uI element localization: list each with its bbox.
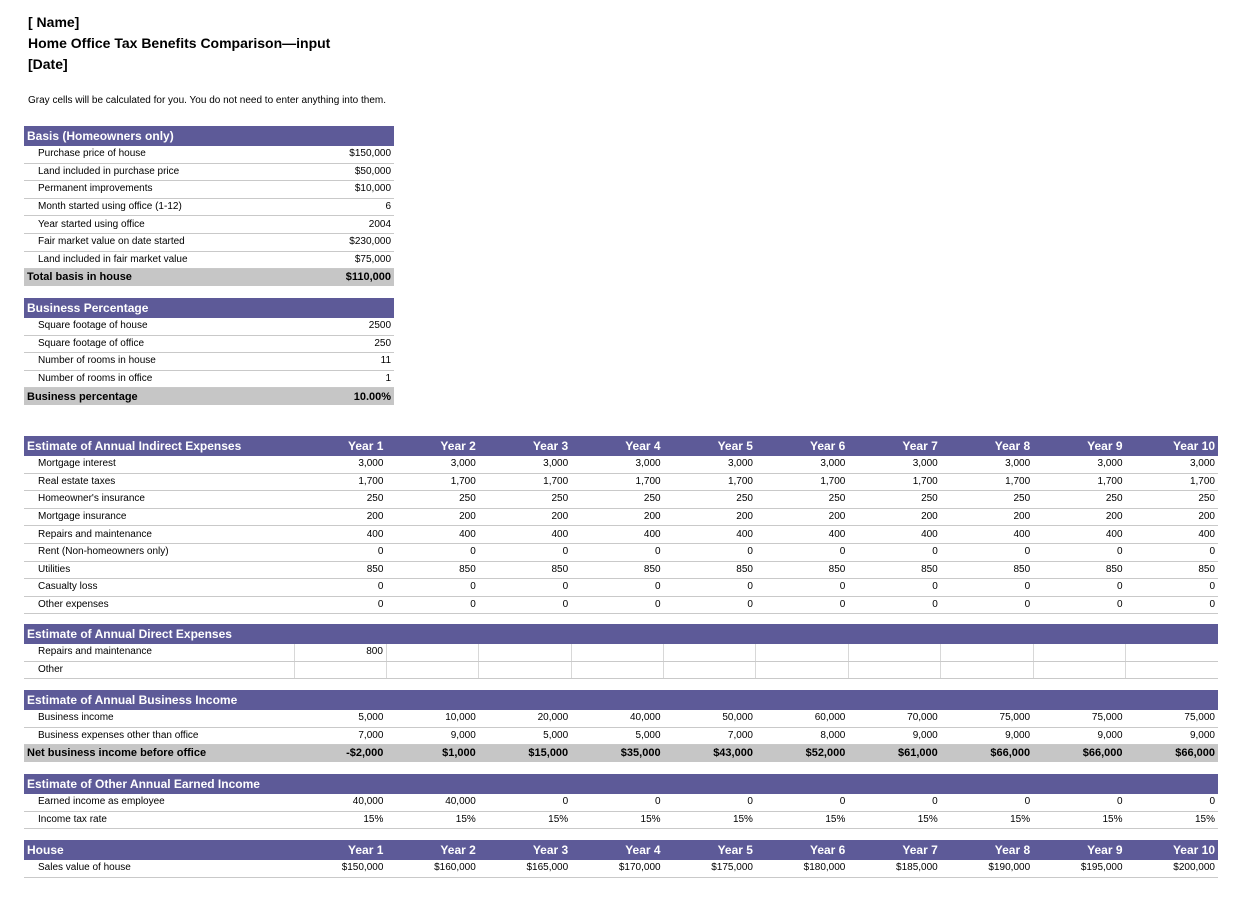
row-label: Business expenses other than office <box>24 727 294 745</box>
input-cell[interactable]: 850 <box>571 561 663 579</box>
input-cell[interactable]: 200 <box>479 508 571 526</box>
table-row <box>24 353 394 371</box>
input-cell[interactable]: 400 <box>571 526 663 544</box>
row-label: Square footage of office <box>24 335 294 353</box>
business-percentage-title: Business Percentage <box>24 298 394 318</box>
input-cell[interactable]: 0 <box>1126 596 1218 614</box>
input-cell[interactable]: 400 <box>294 526 386 544</box>
input-cell[interactable]: $175,000 <box>664 860 756 877</box>
input-cell[interactable]: 850 <box>386 561 478 579</box>
input-cell[interactable]: 200 <box>1126 508 1218 526</box>
row-label: Earned income as employee <box>24 794 294 811</box>
input-cell[interactable]: 850 <box>294 561 386 579</box>
business-percentage-section <box>24 298 394 405</box>
input-cell[interactable]: 800 <box>294 644 386 661</box>
row-label: Homeowner's insurance <box>24 491 294 509</box>
basis-table <box>24 126 394 286</box>
input-cell[interactable]: 15% <box>294 811 386 829</box>
year-header: Year 10 <box>1126 436 1218 456</box>
calculated-cell: $15,000 <box>479 745 571 762</box>
input-cell[interactable]: 850 <box>1033 561 1125 579</box>
direct-expenses-table <box>24 624 1218 679</box>
input-cell[interactable]: 200 <box>294 508 386 526</box>
house-section <box>24 840 1218 878</box>
indirect-expenses-header-row <box>24 436 1218 456</box>
input-cell[interactable]: 15% <box>756 811 848 829</box>
input-cell[interactable]: $195,000 <box>1033 860 1125 877</box>
table-row <box>24 233 394 251</box>
table-row <box>24 508 1218 526</box>
input-cell[interactable]: 40,000 <box>571 710 663 727</box>
row-label: Land included in purchase price <box>24 163 294 181</box>
input-cell[interactable]: 20,000 <box>479 710 571 727</box>
row-label: Mortgage insurance <box>24 508 294 526</box>
input-cell[interactable]: 2500 <box>294 318 394 335</box>
row-label: Income tax rate <box>24 811 294 829</box>
input-cell[interactable]: 0 <box>479 543 571 561</box>
input-cell[interactable]: 0 <box>941 794 1033 811</box>
year-header: Year 2 <box>386 436 478 456</box>
input-cell[interactable]: 250 <box>571 491 663 509</box>
basis-header-row <box>24 126 394 146</box>
input-cell[interactable]: 0 <box>479 579 571 597</box>
input-cell[interactable]: 250 <box>756 491 848 509</box>
input-cell[interactable]: 250 <box>1033 491 1125 509</box>
input-cell[interactable]: 3,000 <box>571 456 663 473</box>
row-label: Number of rooms in office <box>24 370 294 388</box>
input-cell[interactable]: 0 <box>571 543 663 561</box>
business-income-header-row <box>24 690 1218 710</box>
input-cell[interactable]: $170,000 <box>571 860 663 877</box>
house-table <box>24 840 1218 878</box>
input-cell[interactable] <box>386 661 478 679</box>
input-cell[interactable]: 11 <box>294 353 394 371</box>
business-percentage-total-row <box>24 388 394 405</box>
row-label: Rent (Non-homeowners only) <box>24 543 294 561</box>
instruction-note: Gray cells will be calculated for you. You do not need to enter anything into them. <box>28 95 386 106</box>
input-cell[interactable]: 9,000 <box>386 727 478 745</box>
input-cell[interactable]: 850 <box>848 561 940 579</box>
input-cell[interactable]: 5,000 <box>479 727 571 745</box>
basis-total-row <box>24 269 394 286</box>
input-cell[interactable]: 0 <box>571 596 663 614</box>
input-cell[interactable]: 0 <box>1033 596 1125 614</box>
input-cell[interactable]: 0 <box>1126 579 1218 597</box>
input-cell[interactable]: 15% <box>1126 811 1218 829</box>
input-cell[interactable]: 0 <box>1126 794 1218 811</box>
input-cell[interactable]: 250 <box>664 491 756 509</box>
table-row <box>24 526 1218 544</box>
input-cell[interactable] <box>1126 644 1218 661</box>
input-cell[interactable]: 850 <box>479 561 571 579</box>
input-cell[interactable]: 3,000 <box>1033 456 1125 473</box>
input-cell[interactable]: $185,000 <box>848 860 940 877</box>
business-income-title: Estimate of Annual Business Income <box>24 690 1218 710</box>
input-cell[interactable]: 200 <box>571 508 663 526</box>
row-label: Month started using office (1-12) <box>24 198 294 216</box>
input-cell[interactable]: 400 <box>941 526 1033 544</box>
table-row <box>24 491 1218 509</box>
input-cell[interactable]: 250 <box>1126 491 1218 509</box>
input-cell[interactable]: 0 <box>386 579 478 597</box>
input-cell[interactable]: 850 <box>941 561 1033 579</box>
input-cell[interactable]: $50,000 <box>294 163 394 181</box>
table-row <box>24 596 1218 614</box>
input-cell[interactable]: 0 <box>479 794 571 811</box>
input-cell[interactable]: 0 <box>941 579 1033 597</box>
input-cell[interactable]: 6 <box>294 198 394 216</box>
year-header: Year 5 <box>664 436 756 456</box>
input-cell[interactable] <box>664 644 756 661</box>
input-cell[interactable]: 5,000 <box>571 727 663 745</box>
input-cell[interactable]: $180,000 <box>756 860 848 877</box>
input-cell[interactable]: 5,000 <box>294 710 386 727</box>
input-cell[interactable] <box>571 644 663 661</box>
input-cell[interactable]: 200 <box>848 508 940 526</box>
house-header-row <box>24 840 1218 860</box>
other-income-section <box>24 774 1218 829</box>
total-label: Net business income before office <box>24 745 294 762</box>
year-header: Year 4 <box>571 840 663 860</box>
row-label: Purchase price of house <box>24 146 294 163</box>
table-row <box>24 561 1218 579</box>
name-placeholder: [ Name] <box>28 14 80 30</box>
calculated-cell: $66,000 <box>1126 745 1218 762</box>
input-cell[interactable]: 40,000 <box>294 794 386 811</box>
input-cell[interactable] <box>941 661 1033 679</box>
input-cell[interactable]: 15% <box>571 811 663 829</box>
input-cell[interactable]: 15% <box>1033 811 1125 829</box>
input-cell[interactable]: 7,000 <box>664 727 756 745</box>
input-cell[interactable] <box>848 661 940 679</box>
input-cell[interactable]: 3,000 <box>1126 456 1218 473</box>
table-row <box>24 216 394 234</box>
input-cell[interactable]: 250 <box>479 491 571 509</box>
input-cell[interactable] <box>756 644 848 661</box>
row-label: Permanent improvements <box>24 181 294 199</box>
year-header: Year 6 <box>756 840 848 860</box>
house-title: House <box>24 840 294 860</box>
row-label: Mortgage interest <box>24 456 294 473</box>
input-cell[interactable]: 0 <box>571 794 663 811</box>
input-cell[interactable]: 0 <box>1033 543 1125 561</box>
calculated-cell: $35,000 <box>571 745 663 762</box>
row-label: Other expenses <box>24 596 294 614</box>
row-label: Land included in fair market value <box>24 251 294 269</box>
year-header: Year 9 <box>1033 840 1125 860</box>
year-header: Year 7 <box>848 840 940 860</box>
input-cell[interactable]: $10,000 <box>294 181 394 199</box>
input-cell[interactable] <box>1033 661 1125 679</box>
input-cell[interactable]: 400 <box>664 526 756 544</box>
input-cell[interactable]: 250 <box>386 491 478 509</box>
input-cell[interactable]: 75,000 <box>1126 710 1218 727</box>
calculated-cell: $61,000 <box>848 745 940 762</box>
table-row <box>24 198 394 216</box>
year-header: Year 4 <box>571 436 663 456</box>
input-cell[interactable]: 0 <box>664 579 756 597</box>
date-placeholder: [Date] <box>28 56 68 72</box>
input-cell[interactable]: 60,000 <box>756 710 848 727</box>
business-income-table <box>24 690 1218 762</box>
input-cell[interactable]: 1,700 <box>294 473 386 491</box>
row-label: Square footage of house <box>24 318 294 335</box>
year-header: Year 5 <box>664 840 756 860</box>
table-row <box>24 543 1218 561</box>
input-cell[interactable] <box>386 644 478 661</box>
input-cell[interactable]: 0 <box>756 579 848 597</box>
basis-section <box>24 126 394 286</box>
input-cell[interactable]: 0 <box>571 579 663 597</box>
table-row <box>24 644 1218 661</box>
input-cell[interactable]: 400 <box>1126 526 1218 544</box>
input-cell[interactable]: 0 <box>294 579 386 597</box>
row-label: Utilities <box>24 561 294 579</box>
input-cell[interactable]: 1,700 <box>1126 473 1218 491</box>
input-cell[interactable]: 15% <box>664 811 756 829</box>
row-label: Other <box>24 661 294 679</box>
input-cell[interactable] <box>479 661 571 679</box>
input-cell[interactable]: 9,000 <box>1033 727 1125 745</box>
year-header: Year 1 <box>294 840 386 860</box>
input-cell[interactable]: 0 <box>848 543 940 561</box>
table-row <box>24 146 394 163</box>
input-cell[interactable] <box>848 644 940 661</box>
input-cell[interactable]: 200 <box>941 508 1033 526</box>
input-cell[interactable]: 250 <box>848 491 940 509</box>
input-cell[interactable]: 400 <box>479 526 571 544</box>
input-cell[interactable]: 250 <box>941 491 1033 509</box>
input-cell[interactable]: 400 <box>1033 526 1125 544</box>
input-cell[interactable]: $160,000 <box>386 860 478 877</box>
year-header: Year 10 <box>1126 840 1218 860</box>
indirect-expenses-title: Estimate of Annual Indirect Expenses <box>24 436 294 456</box>
table-row <box>24 579 1218 597</box>
year-header: Year 6 <box>756 436 848 456</box>
table-row <box>24 318 394 335</box>
input-cell[interactable]: $200,000 <box>1126 860 1218 877</box>
calculated-cell: $43,000 <box>664 745 756 762</box>
input-cell[interactable]: 0 <box>941 543 1033 561</box>
input-cell[interactable]: 8,000 <box>756 727 848 745</box>
table-row <box>24 794 1218 811</box>
business-percentage-header-row <box>24 298 394 318</box>
input-cell[interactable] <box>941 644 1033 661</box>
input-cell[interactable]: 0 <box>294 543 386 561</box>
direct-expenses-title: Estimate of Annual Direct Expenses <box>24 624 1218 644</box>
input-cell[interactable]: 15% <box>386 811 478 829</box>
input-cell[interactable]: 10,000 <box>386 710 478 727</box>
table-row <box>24 661 1218 679</box>
input-cell[interactable]: 3,000 <box>664 456 756 473</box>
other-income-table <box>24 774 1218 829</box>
input-cell[interactable]: 3,000 <box>386 456 478 473</box>
other-income-header-row <box>24 774 1218 794</box>
table-row <box>24 181 394 199</box>
input-cell[interactable]: 3,000 <box>756 456 848 473</box>
row-label: Year started using office <box>24 216 294 234</box>
total-label: Business percentage <box>24 388 294 405</box>
basis-title: Basis (Homeowners only) <box>24 126 394 146</box>
table-row <box>24 335 394 353</box>
input-cell[interactable]: 1,700 <box>386 473 478 491</box>
input-cell[interactable]: 0 <box>386 596 478 614</box>
indirect-expenses-table <box>24 436 1218 614</box>
input-cell[interactable]: 0 <box>756 596 848 614</box>
other-income-title: Estimate of Other Annual Earned Income <box>24 774 1218 794</box>
input-cell[interactable]: 400 <box>756 526 848 544</box>
input-cell[interactable]: 200 <box>756 508 848 526</box>
indirect-expenses-section <box>24 436 1218 614</box>
input-cell[interactable]: 9,000 <box>941 727 1033 745</box>
table-row <box>24 860 1218 877</box>
table-row <box>24 163 394 181</box>
input-cell[interactable]: 1,700 <box>664 473 756 491</box>
row-label: Number of rooms in house <box>24 353 294 371</box>
input-cell[interactable]: $150,000 <box>294 860 386 877</box>
input-cell[interactable]: 0 <box>756 794 848 811</box>
year-header: Year 1 <box>294 436 386 456</box>
table-row <box>24 370 394 388</box>
input-cell[interactable]: 50,000 <box>664 710 756 727</box>
input-cell[interactable]: 400 <box>386 526 478 544</box>
input-cell[interactable] <box>1033 644 1125 661</box>
input-cell[interactable]: 75,000 <box>1033 710 1125 727</box>
row-label: Real estate taxes <box>24 473 294 491</box>
direct-expenses-section <box>24 624 1218 679</box>
input-cell[interactable]: 0 <box>479 596 571 614</box>
business-percentage-table <box>24 298 394 405</box>
input-cell[interactable]: 15% <box>941 811 1033 829</box>
table-row <box>24 456 1218 473</box>
input-cell[interactable] <box>664 661 756 679</box>
year-header: Year 7 <box>848 436 940 456</box>
year-header: Year 8 <box>941 840 1033 860</box>
input-cell[interactable] <box>571 661 663 679</box>
input-cell[interactable]: 15% <box>848 811 940 829</box>
input-cell[interactable]: 40,000 <box>386 794 478 811</box>
input-cell[interactable]: 1,700 <box>941 473 1033 491</box>
input-cell[interactable]: $190,000 <box>941 860 1033 877</box>
table-row <box>24 710 1218 727</box>
year-header: Year 3 <box>479 840 571 860</box>
input-cell[interactable]: 3,000 <box>941 456 1033 473</box>
input-cell[interactable]: 1,700 <box>848 473 940 491</box>
input-cell[interactable]: $75,000 <box>294 251 394 269</box>
input-cell[interactable]: 0 <box>1126 543 1218 561</box>
input-cell[interactable]: $165,000 <box>479 860 571 877</box>
calculated-cell: -$2,000 <box>294 745 386 762</box>
calculated-cell: $110,000 <box>294 269 394 286</box>
input-cell[interactable]: 1,700 <box>1033 473 1125 491</box>
input-cell[interactable]: 1,700 <box>571 473 663 491</box>
input-cell[interactable]: 1,700 <box>756 473 848 491</box>
input-cell[interactable]: 850 <box>664 561 756 579</box>
input-cell[interactable]: 0 <box>848 579 940 597</box>
input-cell[interactable]: $150,000 <box>294 146 394 163</box>
business-income-total-row <box>24 745 1218 762</box>
row-label: Fair market value on date started <box>24 233 294 251</box>
input-cell[interactable]: 3,000 <box>479 456 571 473</box>
input-cell[interactable]: 0 <box>848 794 940 811</box>
input-cell[interactable]: 3,000 <box>294 456 386 473</box>
input-cell[interactable] <box>756 661 848 679</box>
row-label: Casualty loss <box>24 579 294 597</box>
input-cell[interactable]: 0 <box>848 596 940 614</box>
input-cell[interactable]: 9,000 <box>848 727 940 745</box>
input-cell[interactable]: 3,000 <box>848 456 940 473</box>
input-cell[interactable]: 0 <box>941 596 1033 614</box>
calculated-cell: 10.00% <box>294 388 394 405</box>
table-row <box>24 727 1218 745</box>
direct-expenses-header-row <box>24 624 1218 644</box>
input-cell[interactable]: 1 <box>294 370 394 388</box>
input-cell[interactable]: 7,000 <box>294 727 386 745</box>
input-cell[interactable] <box>294 661 386 679</box>
year-header: Year 9 <box>1033 436 1125 456</box>
calculated-cell: $52,000 <box>756 745 848 762</box>
year-header: Year 2 <box>386 840 478 860</box>
input-cell[interactable]: 850 <box>1126 561 1218 579</box>
row-label: Repairs and maintenance <box>24 526 294 544</box>
input-cell[interactable]: 2004 <box>294 216 394 234</box>
input-cell[interactable]: 0 <box>756 543 848 561</box>
input-cell[interactable]: 200 <box>664 508 756 526</box>
business-income-section <box>24 690 1218 762</box>
input-cell[interactable]: 9,000 <box>1126 727 1218 745</box>
calculated-cell: $66,000 <box>941 745 1033 762</box>
table-row <box>24 251 394 269</box>
total-label: Total basis in house <box>24 269 294 286</box>
input-cell[interactable]: 0 <box>386 543 478 561</box>
input-cell[interactable]: 0 <box>1033 794 1125 811</box>
input-cell[interactable]: 400 <box>848 526 940 544</box>
input-cell[interactable]: 200 <box>1033 508 1125 526</box>
input-cell[interactable]: 0 <box>294 596 386 614</box>
table-row <box>24 811 1218 829</box>
row-label: Sales value of house <box>24 860 294 877</box>
input-cell[interactable]: 0 <box>664 543 756 561</box>
year-header: Year 3 <box>479 436 571 456</box>
input-cell[interactable]: 70,000 <box>848 710 940 727</box>
input-cell[interactable]: 1,700 <box>479 473 571 491</box>
calculated-cell: $1,000 <box>386 745 478 762</box>
input-cell[interactable]: 850 <box>756 561 848 579</box>
table-row <box>24 473 1218 491</box>
input-cell[interactable] <box>479 644 571 661</box>
calculated-cell: $66,000 <box>1033 745 1125 762</box>
input-cell[interactable]: 0 <box>1033 579 1125 597</box>
input-cell[interactable]: 75,000 <box>941 710 1033 727</box>
row-label: Business income <box>24 710 294 727</box>
input-cell[interactable] <box>1126 661 1218 679</box>
row-label: Repairs and maintenance <box>24 644 294 661</box>
input-cell[interactable]: 250 <box>294 491 386 509</box>
input-cell[interactable]: 0 <box>664 596 756 614</box>
input-cell[interactable]: 250 <box>294 335 394 353</box>
input-cell[interactable]: 200 <box>386 508 478 526</box>
input-cell[interactable]: 0 <box>664 794 756 811</box>
input-cell[interactable]: $230,000 <box>294 233 394 251</box>
page-title: Home Office Tax Benefits Comparison—input <box>28 35 331 51</box>
year-header: Year 8 <box>941 436 1033 456</box>
input-cell[interactable]: 15% <box>479 811 571 829</box>
